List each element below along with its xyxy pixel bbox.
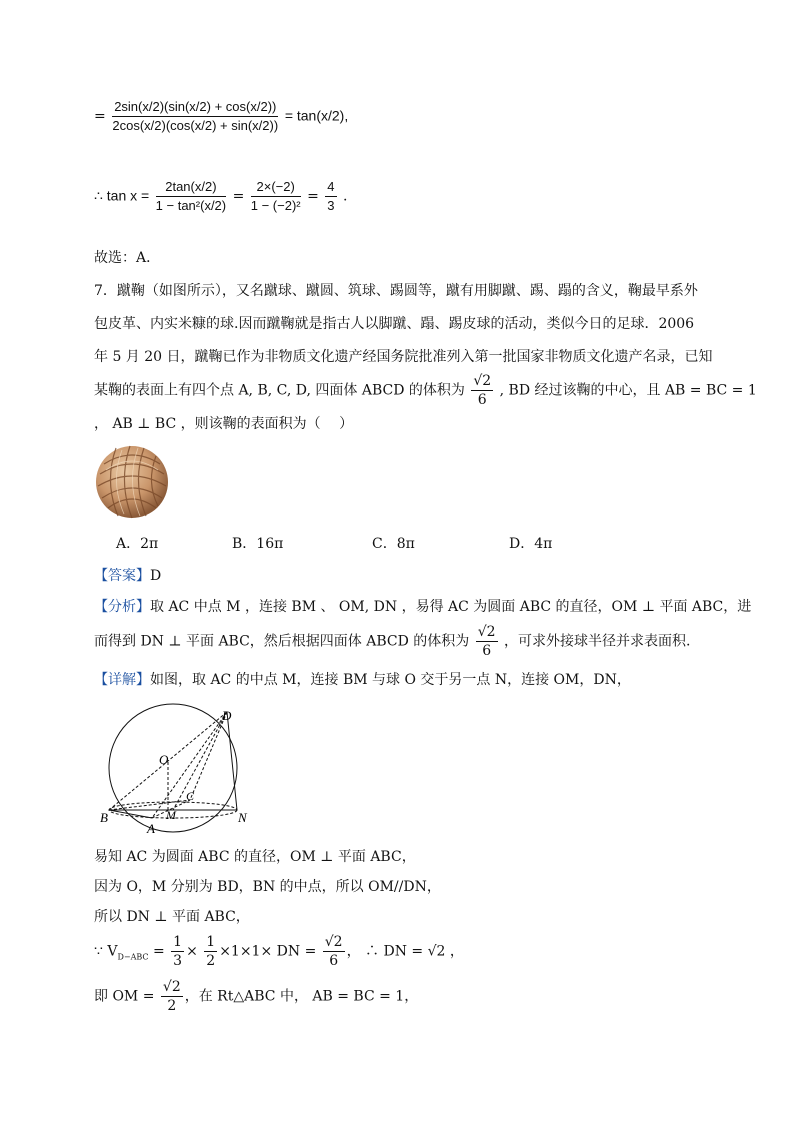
fraction-denominator: 3 — [327, 198, 335, 213]
label-d: D — [222, 708, 232, 723]
analysis-text: ，可求外接球半径并求表面积. — [504, 633, 691, 650]
fraction-root2-over-2 — [161, 978, 183, 1015]
sphere-diagram — [94, 700, 254, 840]
fraction-numerator: √2 — [324, 934, 343, 950]
fraction-root2-over-6 — [323, 933, 345, 970]
dn-result: ， ∴ DN = √2 ， — [346, 943, 464, 960]
equals-sign: = — [148, 943, 165, 960]
option-b[interactable]: B．16π — [232, 536, 284, 552]
times-sign: × — [186, 943, 198, 960]
detail-tag: 【详解】 — [94, 672, 150, 688]
equals-sign: = — [94, 108, 106, 125]
fraction-numerator: 2×(−2) — [251, 178, 301, 197]
question-7-line-2: 包皮革、内实米糠的球.因而蹴鞠就是指古人以脚蹴、蹋、踢皮球的活动，类似今日的足球．2006 — [94, 316, 695, 332]
analysis-line-2 — [94, 623, 691, 660]
fraction-one-half — [204, 933, 217, 970]
option-c[interactable]: C．8π — [372, 536, 415, 552]
analysis-line-1 — [94, 597, 751, 617]
volume-subscript: D−ABC — [117, 952, 149, 962]
fraction-double-angle — [156, 178, 226, 215]
label-o: O — [159, 752, 169, 767]
equals-sign: = — [232, 188, 245, 205]
option-d[interactable]: D．4π — [509, 536, 553, 552]
fraction-numerator: 4 — [325, 178, 336, 197]
segment-dm — [173, 712, 227, 810]
detail-line-2: 易知 AC 为圆面 ABC 的直径，OM ⊥ 平面 ABC， — [94, 849, 416, 865]
analysis-text: 而得到 DN ⊥ 平面 ABC，然后根据四面体 ABCD 的体积为 — [94, 633, 470, 650]
fraction-denominator: 2cos(x/2)(cos(x/2) + sin(x/2)) — [112, 118, 279, 133]
question-7-text: 某鞠的表面上有四个点 A, B, C, D, 四面体 ABCD 的体积为 — [94, 382, 465, 399]
option-a[interactable]: A．2π — [116, 536, 159, 552]
fraction-denominator: 3 — [173, 953, 183, 969]
fraction-denominator: 6 — [482, 643, 492, 659]
result-tan-half: = tan(x/2), — [284, 107, 349, 124]
segment-dc — [190, 712, 227, 800]
label-b: B — [100, 810, 108, 825]
fraction-denominator: 2 — [167, 998, 177, 1014]
analysis-volume-fraction — [476, 623, 498, 660]
fraction-denominator: 1 − (−2)² — [250, 198, 301, 213]
answer-tag: 【答案】 — [94, 568, 150, 584]
question-7-line-3: 年 5 月 20 日，蹴鞠已作为非物质文化遗产经国务院批准列入第一批国家非物质文化遗产名录，已知 — [94, 349, 713, 365]
fraction-substituted — [251, 178, 301, 215]
fraction-numerator: 2tan(x/2) — [156, 178, 226, 197]
label-a: A — [147, 821, 155, 836]
question-7-line-4 — [94, 372, 757, 409]
cuju-ball-image — [94, 444, 170, 520]
segment-dn — [227, 712, 237, 810]
analysis-text: 取 AC 中点 M ，连接 BM 、 OM, DN ，易得 AC 为圆面 ABC 的直径，OM ⊥ 平面 ABC，进 — [150, 599, 752, 615]
fraction-numerator: √2 — [162, 979, 181, 995]
detail-line-3: 因为 O，M 分别为 BD，BN 的中点，所以 OM//DN， — [94, 879, 441, 895]
om-tail: ，在 Rt△ABC 中， AB = BC = 1， — [184, 988, 419, 1005]
answer-value: D — [150, 568, 162, 584]
fraction-numerator: 1 — [206, 934, 216, 950]
volume-symbol: ∵ V — [94, 943, 118, 960]
calc-step-1 — [94, 98, 348, 135]
period: . — [342, 188, 348, 205]
answer-line — [94, 566, 161, 586]
choice-line: 故选：A． — [94, 250, 161, 266]
analysis-tag: 【分析】 — [94, 599, 150, 615]
fraction-result — [325, 178, 336, 215]
fraction-numerator: √2 — [473, 373, 492, 389]
fraction-numerator: 2sin(x/2)(sin(x/2) + cos(x/2)) — [112, 98, 278, 117]
fraction-half-angle — [112, 98, 278, 135]
om-equation — [94, 978, 418, 1015]
calc-step-2 — [94, 178, 347, 215]
question-7-line-5: ， AB ⊥ BC ，则该鞠的表面积为（ ） — [94, 416, 354, 432]
label-m: M — [166, 808, 176, 822]
therefore-tan-x: ∴ tan x = — [94, 187, 150, 204]
fraction-denominator: 2 — [206, 953, 216, 969]
fraction-one-third — [171, 933, 184, 970]
detail-line-4: 所以 DN ⊥ 平面 ABC， — [94, 909, 250, 925]
fraction-numerator: √2 — [477, 624, 496, 640]
fraction-numerator: 1 — [173, 934, 183, 950]
volume-product: ×1×1× DN = — [219, 943, 317, 960]
volume-fraction — [471, 372, 493, 409]
question-7-line-1: 7．蹴鞠（如图所示），又名蹴球、蹴圆、筑球、踢圆等，蹴有用脚蹴、踢、蹋的含义，鞠最早系外 — [94, 283, 698, 299]
fraction-denominator: 1 − tan²(x/2) — [155, 198, 227, 213]
volume-equation — [94, 933, 464, 970]
detail-text: 如图，取 AC 的中点 M，连接 BM 与球 O 交于另一点 N，连接 OM，DN， — [150, 672, 631, 688]
fraction-denominator: 6 — [329, 953, 339, 969]
detail-line-1 — [94, 670, 631, 690]
fraction-denominator: 6 — [477, 392, 487, 408]
label-c: C — [186, 789, 195, 803]
om-lead: 即 OM = — [94, 988, 155, 1005]
equals-sign: = — [307, 188, 319, 205]
label-n: N — [238, 810, 247, 825]
question-7-text: , BD 经过该鞠的中心，且 AB = BC = 1 — [499, 382, 757, 399]
